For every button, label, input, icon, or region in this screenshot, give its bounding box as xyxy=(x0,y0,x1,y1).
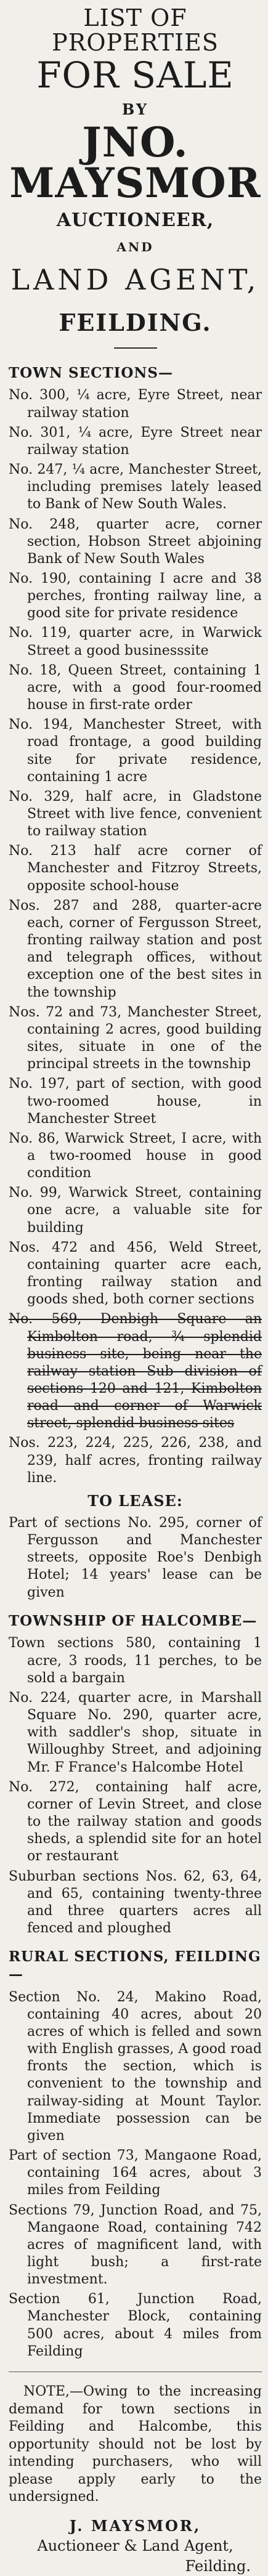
listing-entry: Section No. 24, Makino Road, containing 40 acres, about 20 acres of which is felled and sown with English grasses, A good road fronts the section, which is convenient to the township and railway-siding at Mount Taylor. Immediate possession can be given xyxy=(9,1989,262,2144)
header-divider xyxy=(114,347,157,349)
listing-entry: Nos. 287 and 288, quarter-acre each, corner of Fergusson Street, fronting railway station and post and telegraph offices, without exception one of the best sites in the township xyxy=(9,897,262,1000)
listing-entry: No. 569, Denbigh Square an Kimbolton road, ¾ splendid business site, being near the railway station Sub division of sections 120 and 121, Kimbolton road and corner of Warwick street, splendid business sites xyxy=(9,1311,262,1432)
listing-entry: No. 194, Manchester Street, with road frontage, a good building site for private residence, containing 1 acre xyxy=(9,717,262,785)
halcombe-heading: TOWNSHIP OF HALCOMBE— xyxy=(9,1612,258,1629)
listing-entry: No. 119, quarter acre, in Warwick Street a good businesssite xyxy=(9,625,262,658)
listing-entry: Part of sections No. 295, corner of Fergusson and Manchester streets, opposite Roe's Denbigh Hotel; 14 years' lease can be given xyxy=(9,1515,262,1600)
closing-note: NOTE,—Owing to the increasing demand for town sections in Feilding and Halcombe, this opportunity should not be lost by intending purchasers, who will please apply early to the undersigned. xyxy=(9,2383,262,2505)
listing-entry: No. 213 half acre corner of Manchester and Fitzroy Streets, opposite school-house xyxy=(9,843,262,894)
to-lease-list xyxy=(9,1515,262,1602)
header-auctioneer: AUCTIONEER, xyxy=(56,209,214,231)
signature-name: J. MAYSMOR, xyxy=(69,2517,201,2535)
listing-entry: Nos. 472 and 456, Weld Street, containing quarter acre each, fronting railway station and goods shed, both corner sections xyxy=(9,1239,262,1308)
signature-place: Feilding. xyxy=(185,2557,251,2575)
listing-entry: No. 301, ¼ acre, Eyre Street near railway station xyxy=(9,424,262,458)
listing-entry: Section 61, Junction Road, Manchester Block, containing 500 acres, about 4 miles from Feilding xyxy=(9,2291,262,2359)
listing-entry: No. 190, containing I acre and 38 perches, fronting railway line, a good site for private residence xyxy=(9,570,262,622)
header-land-agent: LAND AGENT, xyxy=(10,262,260,296)
listing-entry: No. 18, Queen Street, containing 1 acre, with a good four-roomed house in first-rate order xyxy=(9,662,262,713)
rural-sections-heading: RURAL SECTIONS, FEILDING— xyxy=(9,1948,261,1983)
rural-sections-list xyxy=(9,1989,262,2360)
listing-entry: No. 300, ¼ acre, Eyre Street, near railway station xyxy=(9,387,262,421)
listing-entry: No. 329, half acre, in Gladstone Street with live fence, convenient to railway station xyxy=(9,788,262,840)
note-divider xyxy=(9,2371,262,2372)
to-lease-heading: TO LEASE: xyxy=(87,1491,183,1510)
header-and: AND xyxy=(116,239,154,254)
listing-entry: Part of section 73, Mangaone Road, containing 164 acres, about 3 miles from Feilding xyxy=(9,2148,262,2198)
listing-entry: Nos. 72 and 73, Manchester Street, containing 2 acres, good building sites, situate in one of the principal streets in the township xyxy=(9,1004,262,1072)
town-sections-heading: TOWN SECTIONS— xyxy=(9,364,173,381)
listing-entry: Town sections 580, containing 1 acre, 3 roods, 11 perches, to be sold a bargain xyxy=(9,1635,262,1686)
listing-entry: No. 224, quarter acre, in Marshall Square No. 290, quarter acre, with saddler's shop, situate in Willoughby Street, and adjoining Mr. F France's Halcombe Hotel xyxy=(9,1690,262,1775)
listing-entry: No. 248, quarter acre, corner section, Hobson Street abjoining Bank of New South Wales xyxy=(9,516,262,567)
header-list-of-properties: LIST OF PROPERTIES xyxy=(52,4,219,56)
listing-entry: No. 272, containing half acre, corner of Levin Street, and close to the railway station and goods sheds, a splendid site for an hotel or restaurant xyxy=(9,1779,262,1865)
header-agent-name: JNO. MAYSMOR xyxy=(9,118,261,207)
listing-entry: Sections 79, Junction Road, and 75, Mangaone Road, containing 742 acres of magnificent land, with light bush; a first-rate investment. xyxy=(9,2202,262,2288)
listing-entry: No. 99, Warwick Street, containing one acre, a valuable site for building xyxy=(9,1185,262,1236)
header-town: FEILDING. xyxy=(59,308,212,336)
signature-block xyxy=(9,2516,262,2576)
listing-entry: Suburban sections Nos. 62, 63, 64, and 65, containing twenty-three and three quarters acres all fenced and ploughed xyxy=(9,1868,262,1936)
town-sections-list xyxy=(9,387,262,1487)
halcombe-list xyxy=(9,1635,262,1937)
header-by: BY xyxy=(122,100,148,118)
listing-entry: No. 86, Warwick Street, I acre, with a two-roomed house in good condition xyxy=(9,1130,262,1181)
header-for-sale: FOR SALE xyxy=(36,54,234,96)
signature-title: Auctioneer & Land Agent, xyxy=(37,2537,233,2555)
listing-entry: Nos. 223, 224, 225, 226, 238, and 239, half acres, fronting railway line. xyxy=(9,1435,262,1486)
listing-entry: No. 247, ¼ acre, Manchester Street, including premises lately leased to Bank of New South Wales. xyxy=(9,462,262,512)
listing-entry: No. 197, part of section, with good two-roomed house, in Manchester Street xyxy=(9,1076,262,1127)
